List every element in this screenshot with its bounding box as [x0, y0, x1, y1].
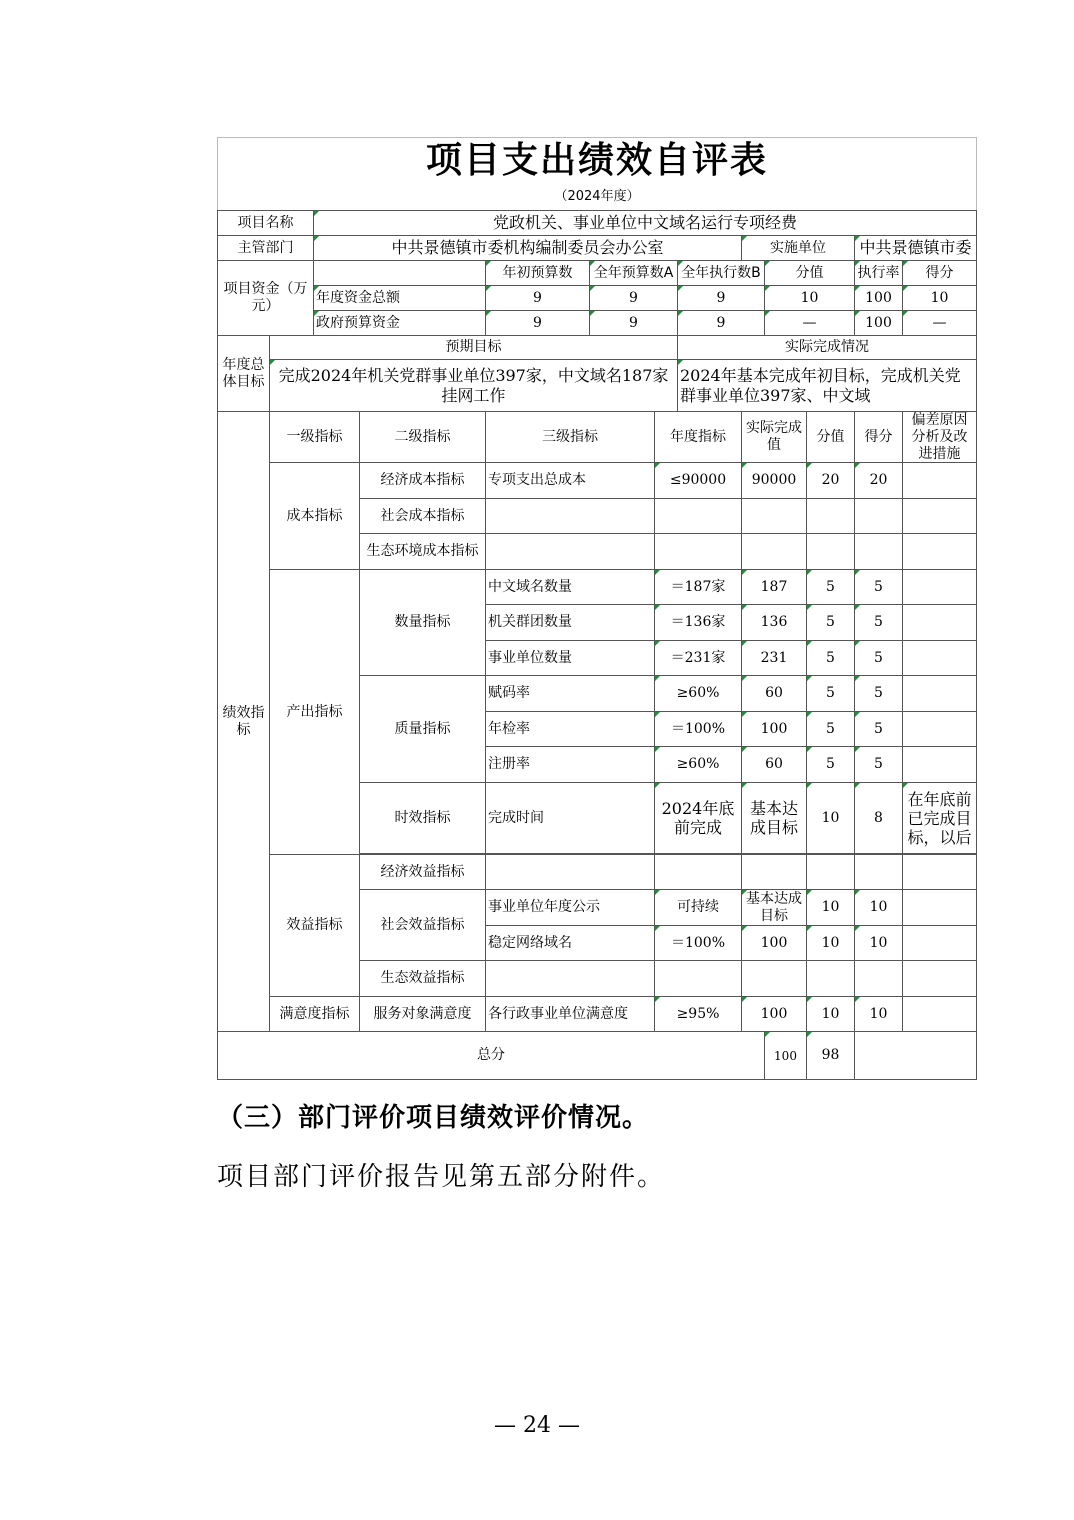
goals-expected: 完成2024年机关党群事业单位397家，中文域名187家挂网工作	[270, 360, 678, 412]
funds-row-gov-rate: 100	[855, 311, 903, 336]
q1-got: 5	[855, 570, 903, 605]
output-timeliness-l2: 时效指标	[360, 783, 486, 854]
t1-name: 完成时间	[486, 783, 655, 854]
satisfaction-actual: 100	[742, 997, 807, 1032]
s2-score: 10	[807, 926, 855, 961]
t1-target: 2024年底前完成	[655, 783, 742, 854]
m2-score: 5	[807, 712, 855, 747]
satisfaction-score: 10	[807, 997, 855, 1032]
m3-score: 5	[807, 747, 855, 783]
q2-score: 5	[807, 605, 855, 641]
m1-actual: 60	[742, 676, 807, 712]
t1-note: 在年底前已完成目标，以后	[903, 783, 977, 854]
satisfaction-target: ≥95%	[655, 997, 742, 1032]
funds-row-total-executed: 9	[678, 286, 765, 311]
goals-expected-label: 预期目标	[270, 336, 678, 360]
perf-header-l3: 三级指标	[486, 412, 655, 463]
s2-got: 10	[855, 926, 903, 961]
m2-got: 5	[855, 712, 903, 747]
cost-econ-actual: 90000	[742, 463, 807, 499]
benefit-eco-l2: 生态效益指标	[360, 961, 486, 997]
q1-target: ＝187家	[655, 570, 742, 605]
output-l1: 产出指标	[270, 570, 360, 855]
goals-label: 年度总体目标	[218, 336, 270, 412]
funds-header-rate: 执行率	[855, 261, 903, 286]
perf-header-target: 年度指标	[655, 412, 742, 463]
cost-econ-l3: 专项支出总成本	[486, 463, 655, 499]
cost-social-l2: 社会成本指标	[360, 499, 486, 534]
perf-header-actual: 实际完成值	[742, 412, 807, 463]
perf-header-score: 分值	[807, 412, 855, 463]
m3-target: ≥60%	[655, 747, 742, 783]
funds-label: 项目资金（万元）	[218, 261, 314, 336]
perf-header-got: 得分	[855, 412, 903, 463]
funds-header-annual: 全年预算数A	[590, 261, 678, 286]
m3-name: 注册率	[486, 747, 655, 783]
funds-row-total-score: 10	[765, 286, 855, 311]
project-name: 党政机关、事业单位中文域名运行专项经费	[314, 211, 977, 236]
m2-actual: 100	[742, 712, 807, 747]
m1-target: ≥60%	[655, 676, 742, 712]
funds-row-total-name: 年度资金总额	[314, 286, 486, 311]
t1-got: 8	[855, 783, 903, 854]
funds-row-gov-initial: 9	[486, 311, 590, 336]
goals-actual: 2024年基本完成年初目标，完成机关党群事业单位397家、中文域	[678, 360, 977, 412]
satisfaction-l3: 各行政事业单位满意度	[486, 997, 655, 1032]
cost-econ-score: 20	[807, 463, 855, 499]
q3-target: ＝231家	[655, 641, 742, 676]
m1-score: 5	[807, 676, 855, 712]
s1-score: 10	[807, 890, 855, 926]
m3-actual: 60	[742, 747, 807, 783]
t1-actual: 基本达成目标	[742, 783, 807, 854]
funds-row-total-got: 10	[903, 286, 977, 311]
funds-row-total-rate: 100	[855, 286, 903, 311]
total-got: 98	[807, 1032, 855, 1080]
project-name-label: 项目名称	[218, 211, 314, 236]
s1-name: 事业单位年度公示	[486, 890, 655, 926]
q3-got: 5	[855, 641, 903, 676]
m1-name: 赋码率	[486, 676, 655, 712]
benefit-econ-l2: 经济效益指标	[360, 855, 486, 890]
m1-got: 5	[855, 676, 903, 712]
m2-target: ＝100%	[655, 712, 742, 747]
q3-score: 5	[807, 641, 855, 676]
goals-actual-label: 实际完成情况	[678, 336, 977, 360]
cost-econ-got: 20	[855, 463, 903, 499]
performance-self-evaluation-table	[217, 137, 977, 1080]
funds-row-total-annual: 9	[590, 286, 678, 311]
perf-header-note: 偏差原因分析及改进措施	[903, 412, 977, 463]
cost-l1: 成本指标	[270, 463, 360, 570]
impl-label: 实施单位	[742, 236, 855, 261]
s1-got: 10	[855, 890, 903, 926]
table-year: （2024年度）	[218, 184, 977, 211]
dept-label: 主管部门	[218, 236, 314, 261]
satisfaction-l1: 满意度指标	[270, 997, 360, 1032]
funds-header-executed: 全年执行数B	[678, 261, 765, 286]
cost-econ-l2: 经济成本指标	[360, 463, 486, 499]
q1-name: 中文域名数量	[486, 570, 655, 605]
m2-name: 年检率	[486, 712, 655, 747]
funds-row-gov-executed: 9	[678, 311, 765, 336]
output-quality-l2: 质量指标	[360, 676, 486, 783]
q3-actual: 231	[742, 641, 807, 676]
cost-eco-l2: 生态环境成本指标	[360, 534, 486, 570]
funds-header-got: 得分	[903, 261, 977, 286]
funds-row-gov-annual: 9	[590, 311, 678, 336]
section-heading: （三）部门评价项目绩效评价情况。	[217, 1103, 650, 1133]
dept-name: 中共景德镇市委机构编制委员会办公室	[314, 236, 742, 261]
s1-actual: 基本达成目标	[742, 890, 807, 926]
impl-name: 中共景德镇市委	[855, 236, 977, 261]
m3-got: 5	[855, 747, 903, 783]
q3-name: 事业单位数量	[486, 641, 655, 676]
total-label: 总分	[218, 1032, 765, 1080]
s2-target: ＝100%	[655, 926, 742, 961]
page-number: — 24 —	[494, 1413, 580, 1438]
s2-actual: 100	[742, 926, 807, 961]
q1-score: 5	[807, 570, 855, 605]
q2-target: ＝136家	[655, 605, 742, 641]
t1-score: 10	[807, 783, 855, 854]
perf-label: 绩效指标	[218, 412, 270, 1032]
s1-target: 可持续	[655, 890, 742, 926]
perf-header-l2: 二级指标	[360, 412, 486, 463]
s2-name: 稳定网络域名	[486, 926, 655, 961]
perf-header-l1: 一级指标	[270, 412, 360, 463]
section-text: 项目部门评价报告见第五部分附件。	[217, 1162, 666, 1192]
satisfaction-l2: 服务对象满意度	[360, 997, 486, 1032]
funds-row-total-initial: 9	[486, 286, 590, 311]
q2-name: 机关群团数量	[486, 605, 655, 641]
table-title: 项目支出绩效自评表	[218, 138, 977, 184]
funds-header-score: 分值	[765, 261, 855, 286]
q1-actual: 187	[742, 570, 807, 605]
funds-row-gov-got: —	[903, 311, 977, 336]
output-quantity-l2: 数量指标	[360, 570, 486, 676]
funds-header-initial: 年初预算数	[486, 261, 590, 286]
benefit-l1: 效益指标	[270, 855, 360, 997]
benefit-social-l2: 社会效益指标	[360, 890, 486, 961]
cost-econ-target: ≤90000	[655, 463, 742, 499]
q2-got: 5	[855, 605, 903, 641]
total-score: 100	[765, 1032, 807, 1080]
q2-actual: 136	[742, 605, 807, 641]
satisfaction-got: 10	[855, 997, 903, 1032]
funds-row-gov-name: 政府预算资金	[314, 311, 486, 336]
funds-row-gov-score: —	[765, 311, 855, 336]
